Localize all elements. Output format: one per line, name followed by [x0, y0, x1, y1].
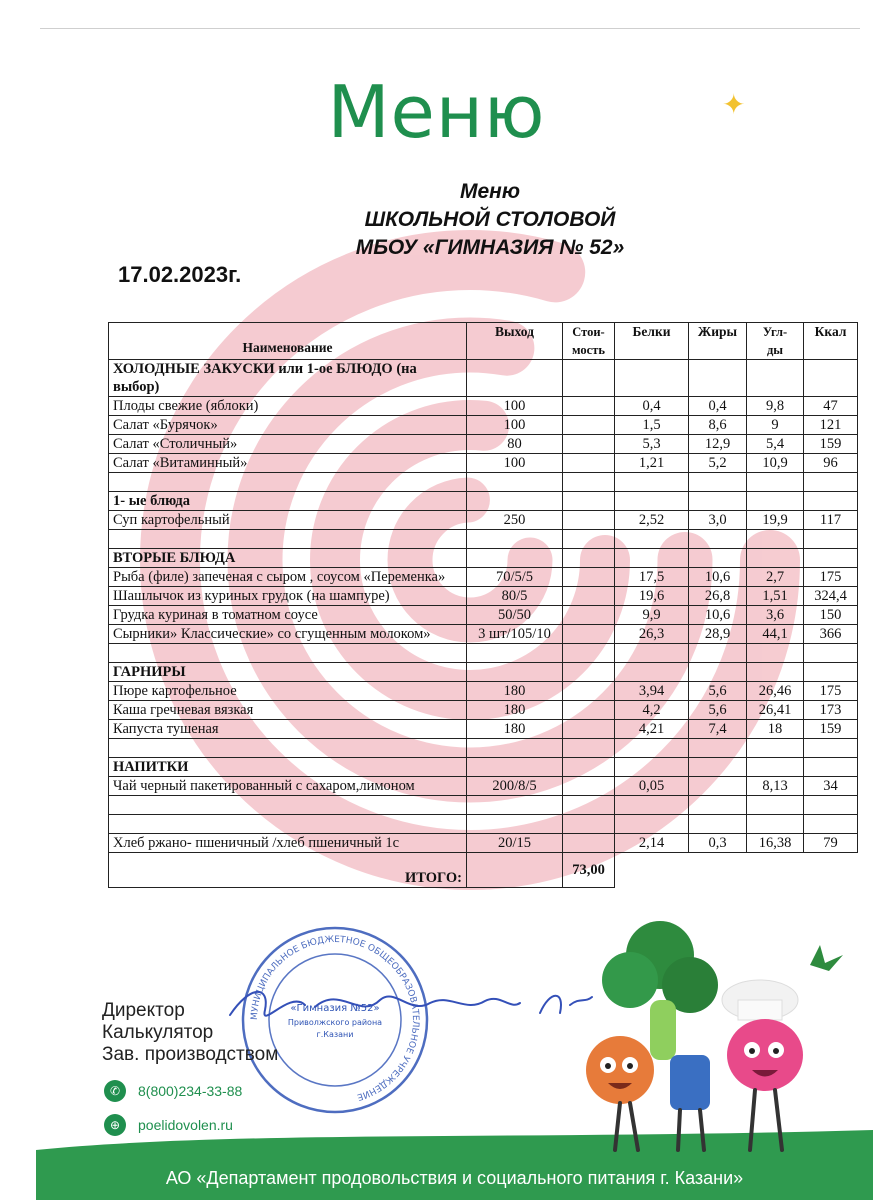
handwritten-signature — [220, 975, 600, 1035]
dish-name: Хлеб ржано- пшеничный /хлеб пшеничный 1с — [109, 834, 467, 853]
total-label: ИТОГО: — [109, 853, 467, 888]
dish-kcal: 324,4 — [804, 587, 858, 606]
header-kcal: Ккал — [804, 323, 858, 360]
dish-name: Салат «Столичный» — [109, 435, 467, 454]
dish-protein: 26,3 — [615, 625, 689, 644]
dish-cost — [563, 834, 615, 853]
dish-fat: 10,6 — [689, 568, 747, 587]
dish-output: 80 — [467, 435, 563, 454]
director-label: Директор — [102, 1000, 185, 1021]
dish-kcal: 175 — [804, 682, 858, 701]
phone-icon: ✆ — [104, 1080, 126, 1102]
dish-protein: 4,2 — [615, 701, 689, 720]
dish-fat — [689, 777, 747, 796]
dish-cost — [563, 397, 615, 416]
sparkle-icon: ✦ — [722, 88, 746, 121]
dish-kcal: 366 — [804, 625, 858, 644]
dish-carbs: 3,6 — [747, 606, 804, 625]
dish-fat: 10,6 — [689, 606, 747, 625]
dish-output: 100 — [467, 416, 563, 435]
dish-cost — [563, 416, 615, 435]
section-drinks: НАПИТКИ — [109, 758, 467, 777]
table-row — [109, 777, 858, 796]
globe-icon: ⊕ — [104, 1114, 126, 1136]
menu-date: 17.02.2023г. — [118, 262, 242, 287]
dish-cost — [563, 454, 615, 473]
dish-cost — [563, 568, 615, 587]
dish-name: Каша гречневая вязкая — [109, 701, 467, 720]
dish-fat: 26,8 — [689, 587, 747, 606]
table-row — [109, 587, 858, 606]
dish-cost — [563, 625, 615, 644]
table-row — [109, 416, 858, 435]
dish-carbs: 18 — [747, 720, 804, 739]
phone-contact — [104, 1080, 242, 1102]
dish-kcal: 150 — [804, 606, 858, 625]
empty-row — [109, 530, 858, 549]
empty-row — [109, 739, 858, 758]
dish-fat: 7,4 — [689, 720, 747, 739]
heading-line-2: ШКОЛЬНОЙ СТОЛОВОЙ — [364, 208, 616, 231]
stamp-center-2: Приволжского района — [287, 1018, 383, 1027]
dish-kcal: 159 — [804, 435, 858, 454]
stamp-outer-text: МУНИЦИПАЛЬНОЕ БЮДЖЕТНОЕ ОБЩЕОБРАЗОВАТЕЛЬНОЕ УЧРЕЖДЕНИЕ — [249, 934, 421, 1102]
dish-kcal: 121 — [804, 416, 858, 435]
dish-kcal: 47 — [804, 397, 858, 416]
section-cold: ХОЛОДНЫЕ ЗАКУСКИ или 1-ое БЛЮДО (на выбор) — [109, 360, 467, 397]
section-row — [109, 663, 858, 682]
dish-cost — [563, 606, 615, 625]
table-row — [109, 682, 858, 701]
dish-output: 180 — [467, 701, 563, 720]
empty-row — [109, 815, 858, 834]
header-cost: Стои- мость — [563, 323, 615, 360]
dish-carbs: 8,13 — [747, 777, 804, 796]
dish-carbs: 10,9 — [747, 454, 804, 473]
dish-protein: 17,5 — [615, 568, 689, 587]
header-fat: Жиры — [689, 323, 747, 360]
dish-cost — [563, 511, 615, 530]
dish-name: Салат «Бурячок» — [109, 416, 467, 435]
dish-output: 80/5 — [467, 587, 563, 606]
table-row — [109, 834, 858, 853]
dish-output: 100 — [467, 397, 563, 416]
dish-fat: 5,2 — [689, 454, 747, 473]
table-header-row — [109, 323, 858, 360]
section-row — [109, 360, 858, 397]
dish-protein: 1,5 — [615, 416, 689, 435]
dish-name: Сырники» Классические» со сгущенным молоком» — [109, 625, 467, 644]
heading-line-1: Меню — [459, 180, 521, 203]
dish-carbs: 1,51 — [747, 587, 804, 606]
dish-name: Чай черный пакетированный с сахаром,лимоном — [109, 777, 467, 796]
dish-name: Рыба (филе) запеченая с сыром , соусом «Переменка» — [109, 568, 467, 587]
dish-cost — [563, 720, 615, 739]
calculator-label: Калькулятор — [102, 1022, 214, 1043]
dish-cost — [563, 777, 615, 796]
table-row — [109, 701, 858, 720]
dish-output: 20/15 — [467, 834, 563, 853]
dish-name: Плоды свежие (яблоки) — [109, 397, 467, 416]
table-row — [109, 720, 858, 739]
dish-fat: 5,6 — [689, 701, 747, 720]
dish-protein: 19,6 — [615, 587, 689, 606]
table-row — [109, 568, 858, 587]
table-row — [109, 397, 858, 416]
dish-protein: 1,21 — [615, 454, 689, 473]
stamp-center-1: «Гимназия №52» — [290, 1003, 380, 1014]
dish-kcal: 79 — [804, 834, 858, 853]
dish-carbs: 9,8 — [747, 397, 804, 416]
dish-kcal: 96 — [804, 454, 858, 473]
empty-row — [109, 473, 858, 492]
dish-name: Грудка куриная в томатном соусе — [109, 606, 467, 625]
empty-row — [109, 796, 858, 815]
dish-fat: 3,0 — [689, 511, 747, 530]
dish-cost — [563, 701, 615, 720]
table-row — [109, 511, 858, 530]
dish-name: Пюре картофельное — [109, 682, 467, 701]
total-row — [109, 853, 858, 888]
dish-protein: 2,14 — [615, 834, 689, 853]
stamp-center-3: г.Казани — [316, 1030, 354, 1039]
dish-carbs: 9 — [747, 416, 804, 435]
dish-kcal: 34 — [804, 777, 858, 796]
mascots-illustration — [560, 905, 860, 1165]
dish-protein: 0,4 — [615, 397, 689, 416]
dish-name: Капуста тушеная — [109, 720, 467, 739]
table-row — [109, 606, 858, 625]
dish-carbs: 26,46 — [747, 682, 804, 701]
total-cost: 73,00 — [563, 853, 615, 888]
dish-protein: 4,21 — [615, 720, 689, 739]
dish-carbs: 16,38 — [747, 834, 804, 853]
table-row — [109, 625, 858, 644]
dish-output: 180 — [467, 682, 563, 701]
dish-protein: 2,52 — [615, 511, 689, 530]
dish-output: 50/50 — [467, 606, 563, 625]
section-row — [109, 549, 858, 568]
section-first: 1- ые блюда — [109, 492, 467, 511]
dish-fat: 5,6 — [689, 682, 747, 701]
dish-protein: 9,9 — [615, 606, 689, 625]
dish-protein: 5,3 — [615, 435, 689, 454]
section-row — [109, 758, 858, 777]
header-output: Выход — [467, 323, 563, 360]
empty-row — [109, 644, 858, 663]
site-url: poelidovolen.ru — [138, 1117, 233, 1133]
section-row — [109, 492, 858, 511]
dish-output: 70/5/5 — [467, 568, 563, 587]
menu-table — [108, 322, 858, 888]
dish-name: Шашлычок из куриных грудок (на шампуре) — [109, 587, 467, 606]
dish-carbs: 19,9 — [747, 511, 804, 530]
dish-output: 3 шт/105/10 — [467, 625, 563, 644]
dish-carbs: 2,7 — [747, 568, 804, 587]
dish-output: 180 — [467, 720, 563, 739]
brand-title: Меню — [327, 70, 546, 154]
dish-kcal: 173 — [804, 701, 858, 720]
table-row — [109, 435, 858, 454]
phone-number: 8(800)234-33-88 — [138, 1083, 243, 1099]
dish-kcal: 117 — [804, 511, 858, 530]
dish-fat: 28,9 — [689, 625, 747, 644]
dish-fat: 0,4 — [689, 397, 747, 416]
dish-carbs: 26,41 — [747, 701, 804, 720]
header-name: Наименование — [109, 323, 467, 360]
footer-org: АО «Департамент продовольствия и социального питания г. Казани» — [165, 1168, 744, 1188]
dish-cost — [563, 435, 615, 454]
section-garnish: ГАРНИРЫ — [109, 663, 467, 682]
table-row — [109, 454, 858, 473]
dish-fat: 12,9 — [689, 435, 747, 454]
section-second: ВТОРЫЕ БЛЮДА — [109, 549, 467, 568]
dish-protein: 0,05 — [615, 777, 689, 796]
header-protein: Белки — [615, 323, 689, 360]
dish-kcal: 175 — [804, 568, 858, 587]
dish-output: 100 — [467, 454, 563, 473]
dish-cost — [563, 587, 615, 606]
dish-output: 200/8/5 — [467, 777, 563, 796]
production-label: Зав. производством — [102, 1044, 279, 1065]
dish-carbs: 44,1 — [747, 625, 804, 644]
dish-kcal: 159 — [804, 720, 858, 739]
dish-output: 250 — [467, 511, 563, 530]
dish-fat: 0,3 — [689, 834, 747, 853]
dish-cost — [563, 682, 615, 701]
heading-line-3: МБОУ «ГИМНАЗИЯ № 52» — [355, 236, 625, 259]
dish-carbs: 5,4 — [747, 435, 804, 454]
dish-protein: 3,94 — [615, 682, 689, 701]
dish-name: Суп картофельный — [109, 511, 467, 530]
header-carbs: Угл- ды — [747, 323, 804, 360]
dish-name: Салат «Витаминный» — [109, 454, 467, 473]
dish-fat: 8,6 — [689, 416, 747, 435]
